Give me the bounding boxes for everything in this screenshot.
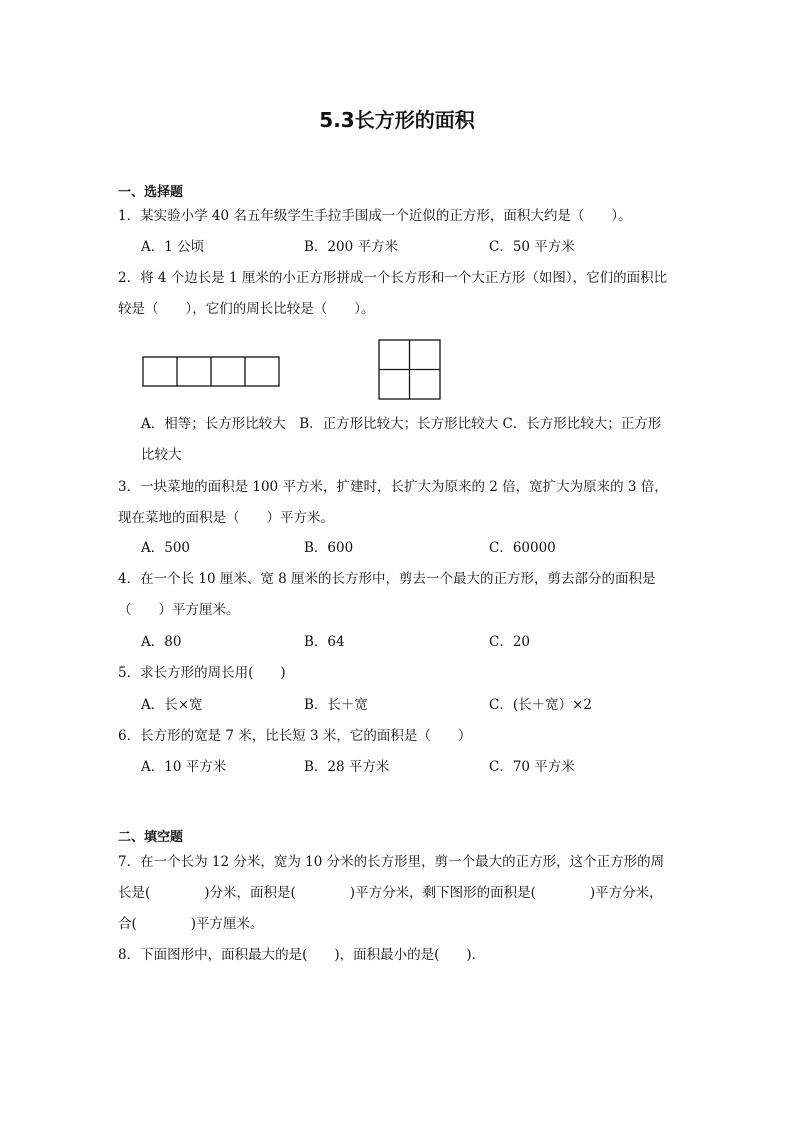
q5-option-c: C．(长＋宽）×2 bbox=[489, 697, 592, 713]
page-title: 5.3长方形的面积 bbox=[319, 108, 475, 132]
question-3-line-2: 现在菜地的面积是（ ）平方米。 bbox=[118, 510, 334, 526]
q3-option-c: C．60000 bbox=[489, 540, 556, 556]
q1-option-a: A．1 公顷 bbox=[141, 239, 205, 255]
question-2-line-1: 2．将 4 个边长是 1 厘米的小正方形拼成一个长方形和一个大正方形（如图），它们的面积比 bbox=[118, 270, 668, 286]
q5-option-a: A．长×宽 bbox=[141, 697, 203, 713]
q6-option-c: C．70 平方米 bbox=[489, 759, 575, 775]
q3-option-b: B．600 bbox=[304, 540, 354, 556]
q1-option-c: C．50 平方米 bbox=[489, 239, 575, 255]
question-5: 5．求长方形的周长用( ) bbox=[118, 665, 286, 681]
q2-options-line-2: 比较大 bbox=[141, 447, 182, 463]
question-4-line-2: （ ）平方厘米。 bbox=[118, 602, 240, 618]
square-figure bbox=[378, 339, 442, 401]
question-7-line-1: 7．在一个长为 12 分米，宽为 10 分米的长方形里，剪一个最大的正方形，这个正方形的周 bbox=[118, 854, 665, 870]
rectangle-figure bbox=[142, 356, 282, 387]
question-4-line-1: 4．在一个长 10 厘米、宽 8 厘米的长方形中，剪去一个最大的正方形，剪去部分的面积是 bbox=[118, 571, 656, 587]
q3-option-a: A．500 bbox=[141, 540, 191, 556]
q1-option-b: B．200 平方米 bbox=[304, 239, 398, 255]
q4-option-b: B．64 bbox=[304, 634, 345, 650]
question-2-line-2: 较是（ ），它们的周长比较是（ ）。 bbox=[118, 301, 375, 317]
section-heading-fill: 二、填空题 bbox=[118, 830, 184, 845]
question-3-line-1: 3．一块菜地的面积是 100 平方米，扩建时，长扩大为原来的 2 倍，宽扩大为原来的 3 倍， bbox=[118, 479, 668, 495]
q4-option-c: C．20 bbox=[489, 634, 531, 650]
question-7-line-3: 合( )平方厘米。 bbox=[118, 916, 264, 932]
q5-option-b: B．长＋宽 bbox=[304, 697, 368, 713]
q6-option-a: A．10 平方米 bbox=[141, 759, 227, 775]
question-1: 1．某实验小学 40 名五年级学生手拉手围成一个近似的正方形，面积大约是（ ）。 bbox=[118, 208, 632, 224]
question-8: 8．下面图形中，面积最大的是( )，面积最小的是( )． bbox=[118, 947, 486, 963]
q4-option-a: A．80 bbox=[141, 634, 182, 650]
q6-option-b: B．28 平方米 bbox=[304, 759, 390, 775]
question-7-line-2: 长是( )分米，面积是( )平方分米，剩下图形的面积是( )平方分米， bbox=[118, 885, 663, 901]
section-heading-choice: 一、选择题 bbox=[118, 185, 184, 200]
question-6: 6．长方形的宽是 7 米，比长短 3 米，它的面积是（ ） bbox=[118, 728, 472, 744]
q2-options-line-1: A．相等；长方形比较大 B．正方形比较大；长方形比较大 C．长方形比较大；正方形 bbox=[141, 416, 662, 432]
